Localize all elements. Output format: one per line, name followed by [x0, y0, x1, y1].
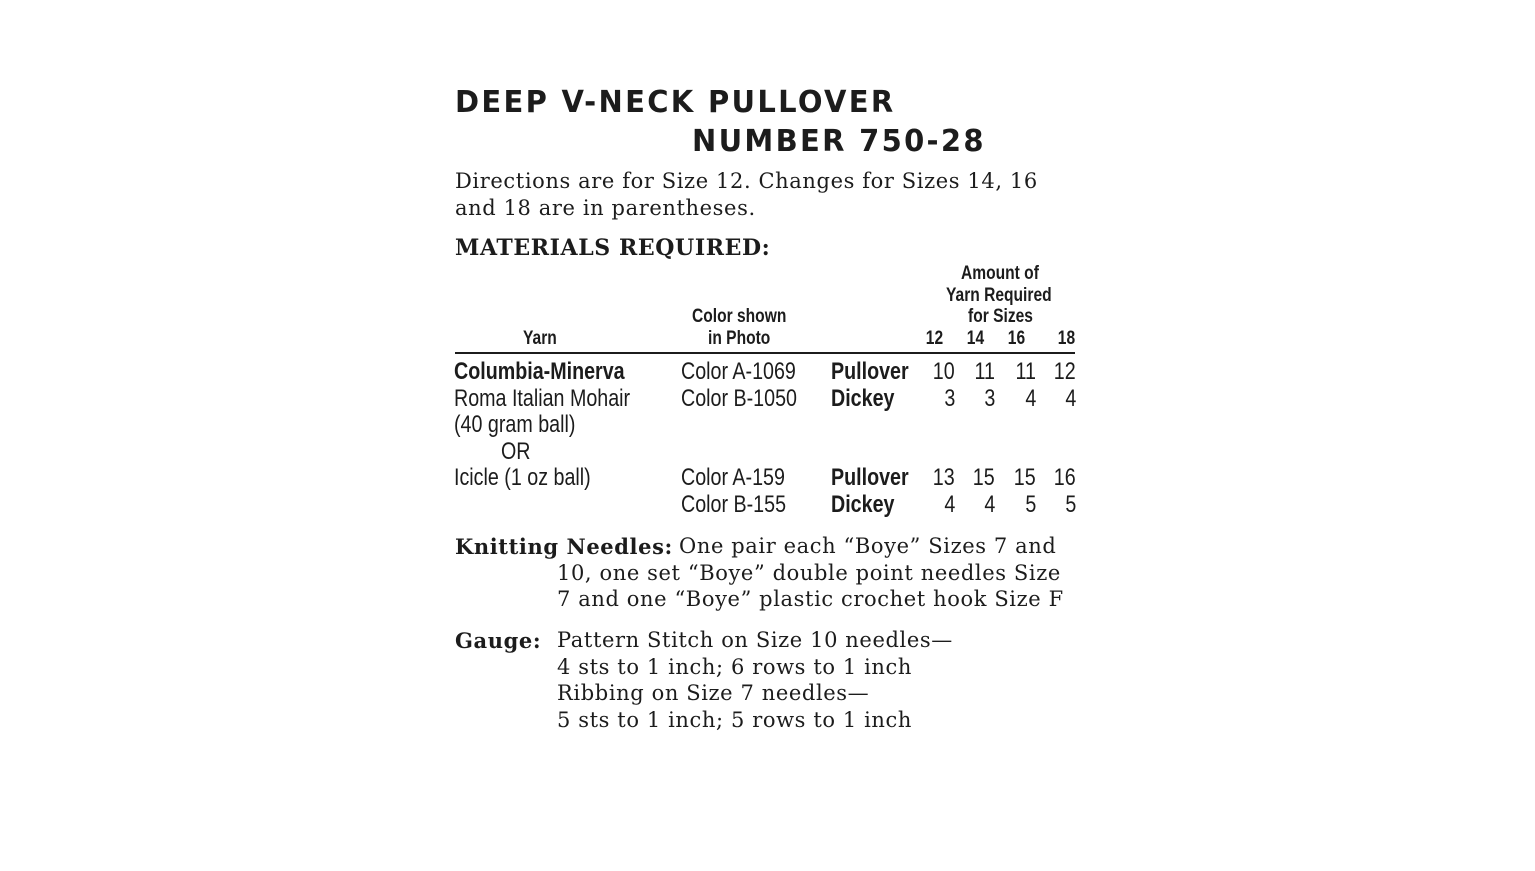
- needles-label: Knitting Needles:: [455, 534, 673, 559]
- row-amount: 3: [984, 385, 995, 412]
- header-size: 18: [1057, 328, 1075, 349]
- table-rule: [455, 352, 1075, 354]
- gauge-line-3: Ribbing on Size 7 needles—: [557, 681, 870, 705]
- pattern-number: NUMBER 750-28: [692, 122, 986, 159]
- row-amount: 13: [933, 464, 955, 491]
- row-item: Dickey: [831, 491, 895, 518]
- row-amount: 4: [984, 491, 995, 518]
- row-amount: 15: [973, 464, 995, 491]
- row-amount: 11: [974, 358, 995, 385]
- row-color: Color B-1050: [681, 385, 797, 412]
- row-amount: 5: [1025, 491, 1036, 518]
- row-amount: 10: [933, 358, 955, 385]
- header-amount-line-1: Amount of: [961, 263, 1039, 284]
- row-item: Dickey: [831, 385, 895, 412]
- row-amount: 12: [1054, 358, 1076, 385]
- row-color: Color A-159: [681, 464, 785, 491]
- row-amount: 4: [1025, 385, 1036, 412]
- gauge-line-4: 5 sts to 1 inch; 5 rows to 1 inch: [557, 708, 913, 732]
- row-yarn: Roma Italian Mohair: [454, 385, 631, 412]
- header-size: 12: [925, 328, 943, 349]
- row-yarn: (40 gram ball): [454, 411, 576, 438]
- row-item: Pullover: [831, 464, 909, 491]
- row-amount: 4: [944, 491, 955, 518]
- row-color: Color B-155: [681, 491, 787, 518]
- row-amount: 5: [1065, 491, 1076, 518]
- needles-line-2: 10, one set “Boye” double point needles Size: [557, 561, 1061, 585]
- needles-line-3: 7 and one “Boye” plastic crochet hook Size F: [557, 587, 1064, 611]
- gauge-line-1: Pattern Stitch on Size 10 needles—: [557, 628, 953, 652]
- needles-line-1: One pair each “Boye” Sizes 7 and: [679, 534, 1057, 558]
- directions-line-1: Directions are for Size 12. Changes for Sizes 14, 16: [455, 169, 1038, 193]
- row-yarn: Icicle (1 oz ball): [454, 464, 591, 491]
- row-amount: 11: [1015, 358, 1036, 385]
- row-amount: 15: [1014, 464, 1036, 491]
- header-size: 14: [966, 328, 984, 349]
- gauge-line-2: 4 sts to 1 inch; 6 rows to 1 inch: [557, 655, 913, 679]
- header-color-line-2: in Photo: [708, 328, 771, 349]
- row-amount: 3: [944, 385, 955, 412]
- header-amount-line-2: Yarn Required: [946, 285, 1052, 306]
- row-item: Pullover: [831, 358, 909, 385]
- row-amount: 4: [1065, 385, 1076, 412]
- pattern-title: DEEP V-NECK PULLOVER: [455, 83, 896, 120]
- materials-heading: MATERIALS REQUIRED:: [455, 235, 771, 261]
- row-amount: 16: [1054, 464, 1076, 491]
- header-amount-line-3: for Sizes: [968, 306, 1033, 327]
- header-color-line-1: Color shown: [692, 306, 787, 327]
- gauge-label: Gauge:: [455, 628, 542, 653]
- row-yarn: OR: [501, 438, 531, 465]
- row-yarn: Columbia-Minerva: [454, 358, 625, 385]
- directions-line-2: and 18 are in parentheses.: [455, 196, 756, 220]
- header-yarn: Yarn: [523, 328, 557, 349]
- row-color: Color A-1069: [681, 358, 796, 385]
- header-size: 16: [1007, 328, 1025, 349]
